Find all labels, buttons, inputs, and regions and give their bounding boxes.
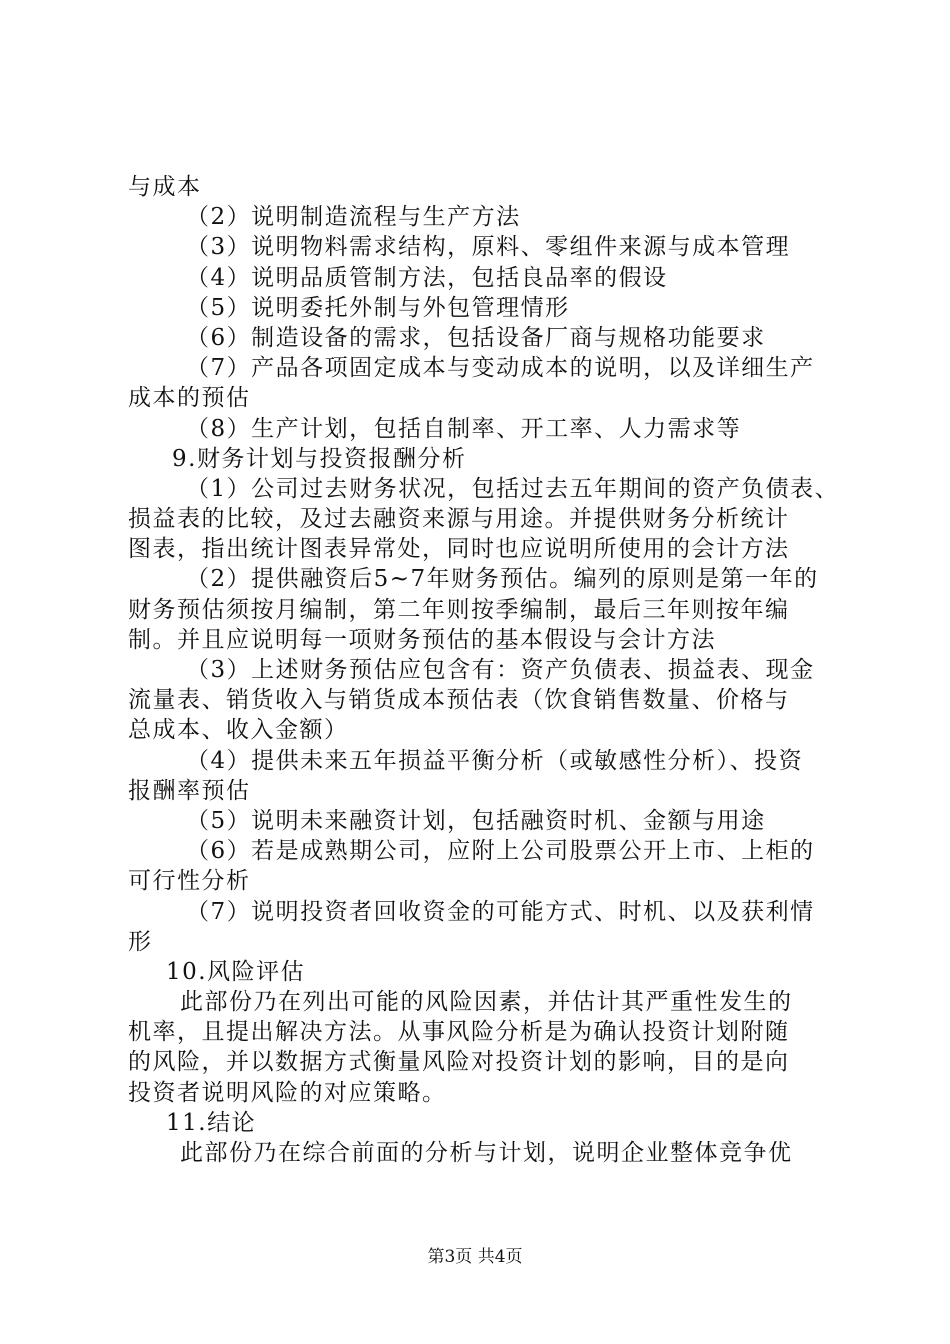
- text-line: 财务预估须按月编制，第二年则按季编制，最后三年则按年编: [128, 596, 790, 623]
- text-line: 成本的预估: [128, 385, 251, 412]
- text-line: 形: [128, 928, 153, 955]
- text-line: 此部份乃在综合前面的分析与计划，说明企业整体竞争优: [180, 1140, 793, 1166]
- text-line: （3）说明物料需求结构，原料、零组件来源与成本管理: [186, 234, 791, 261]
- text-line: （8）生产计划，包括自制率、开工率、人力需求等: [186, 415, 742, 442]
- text-line: 的风险，并以数据方式衡量风险对投资计划的影响，目的是向: [128, 1049, 790, 1076]
- text-line: 图表，指出统计图表异常处，同时也应说明所使用的会计方法: [128, 536, 790, 563]
- text-line: （4）提供未来五年损益平衡分析（或敏感性分析）、投资: [186, 747, 804, 774]
- text-line: 可行性分析: [128, 868, 251, 895]
- text-line: 流量表、销货收入与销货成本预估表（饮食销售数量、价格与: [128, 687, 790, 714]
- text-line: 11.结论: [166, 1109, 257, 1136]
- text-line: 报酬率预估: [128, 777, 251, 804]
- text-line: 此部份乃在列出可能的风险因素，并估计其严重性发生的: [180, 989, 793, 1016]
- text-line: 总成本、收入金额）: [128, 717, 349, 744]
- text-line: （7）说明投资者回收资金的可能方式、时机、以及获利情: [186, 898, 815, 925]
- text-line: 投资者说明风险的对应策略。: [128, 1079, 447, 1106]
- text-line: （3）上述财务预估应包含有：资产负债表、损益表、现金: [186, 657, 815, 683]
- text-line: 与成本: [128, 174, 202, 200]
- text-line: 10.风险评估: [166, 958, 306, 985]
- text-line: （4）说明品质管制方法，包括良品率的假设: [186, 264, 668, 291]
- text-line: （7）产品各项固定成本与变动成本的说明，以及详细生产: [186, 355, 815, 382]
- text-line: 损益表的比较，及过去融资来源与用途。并提供财务分析统计: [128, 506, 790, 533]
- text-line: 制。并且应说明每一项财务预估的基本假设与会计方法: [128, 626, 716, 653]
- text-line: 机率，且提出解决方法。从事风险分析是为确认投资计划附随: [128, 1019, 790, 1046]
- page-footer: 第3页 共4页: [427, 1247, 523, 1267]
- text-line: （2）提供融资后5~7年财务预估。编列的原则是第一年的: [186, 566, 819, 593]
- text-line: （1）公司过去财务状况，包括过去五年期间的资产负债表、: [186, 475, 840, 502]
- text-line: （5）说明委托外制与外包管理情形: [186, 294, 570, 321]
- text-line: 9.财务计划与投资报酬分析: [172, 445, 467, 472]
- text-line: （6）制造设备的需求，包括设备厂商与规格功能要求: [186, 324, 766, 351]
- text-line: （2）说明制造流程与生产方法: [186, 204, 521, 231]
- text-line: （5）说明未来融资计划，包括融资时机、金额与用途: [186, 807, 766, 834]
- text-line: （6）若是成熟期公司，应附上公司股票公开上市、上柜的: [186, 838, 815, 865]
- document-body: [128, 172, 840, 1168]
